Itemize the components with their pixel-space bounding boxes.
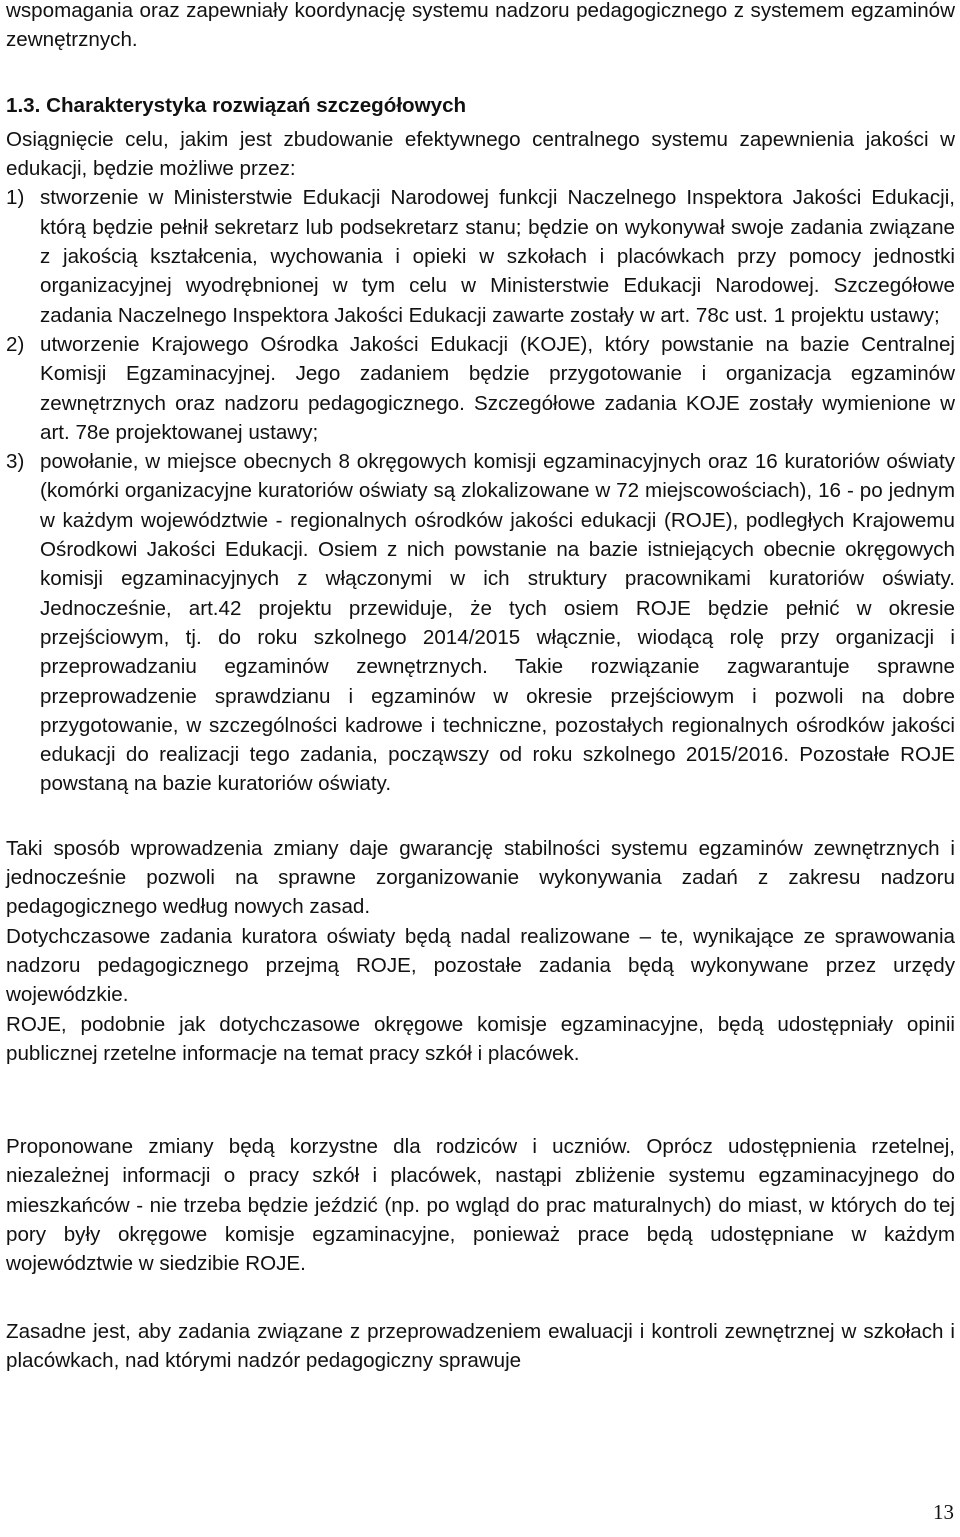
paragraph-benefits: Proponowane zmiany będą korzystne dla rodziców i uczniów. Oprócz udostępnienia rzetelnej, niezależnej informacji o pracy szkół i placówek, nastąpi zbliżenie systemu egzaminacyjnego do mieszkańców - nie trzeba będzie jeździć (np. po wgląd do prac maturalnych) do miast, w których do tej pory były okręgowe komisje egzaminacyjne, ponieważ prace będą udostępniane w każdym województwie w siedzibie ROJE.	[6, 1135, 955, 1276]
list-item	[6, 447, 955, 799]
list-item-text: stworzenie w Ministerstwie Edukacji Narodowej funkcji Naczelnego Inspektora Jakości Edukacji, którą będzie pełnił sekretarz lub podsekretarz stanu; będzie on wykonywał swoje zadania związane z jakością kształcenia, wychowania i opieki w szkołach i placówkach przy pomocy jednostki organizacyjnej wyodrębnionej w tym celu w Ministerstwie Edukacji Narodowej. Szczegółowe zadania Naczelnego Inspektora Jakości Edukacji zawarte zostały w art. 78c ust. 1 projektu ustawy;	[40, 186, 955, 327]
lead-paragraph: Osiągnięcie celu, jakim jest zbudowanie efektywnego centralnego systemu zapewnienia jakości w edukacji, będzie możliwe przez:	[6, 127, 955, 181]
measures-list	[6, 183, 955, 798]
list-item	[6, 330, 955, 447]
document-page	[6, 0, 955, 1375]
list-item-number: 1)	[6, 186, 25, 210]
list-item-text: powołanie, w miejsce obecnych 8 okręgowych komisji egzaminacyjnych oraz 16 kuratoriów oświaty (komórki organizacyjne kuratoriów oświaty są zlokalizowane w 72 miejscowościach), 16 - po jednym w każdym województwie - regionalnych ośrodków jakości edukacji (ROJE), podległych Krajowemu Ośrodkowi Jakości Edukacji. Osiem z nich powstanie na bazie istniejących obecnie okręgowych komisji egzaminacyjnych z włączonymi w ich struktury pracownikami kuratoriów oświaty. Jednocześnie, art.42 projektu przewiduje, że tych osiem ROJE będzie pełnić w okresie przejściowym, tj. do roku szkolnego 2014/2015 włącznie, wiodącą rolę przy organizacji i przeprowadzaniu egzaminów zewnętrznych. Takie rozwiązanie zagwarantuje sprawne przeprowadzenie sprawdzianu i egzaminów w okresie przejściowym i pozwoli na dobre przygotowanie, w szczególności kadrowe i techniczne, pozostałych regionalnych ośrodków jakości edukacji do realizacji tego zadania, począwszy od roku szkolnego 2015/2016. Pozostałe ROJE powstaną na bazie kuratoriów oświaty.	[40, 450, 955, 796]
list-item-text: utworzenie Krajowego Ośrodka Jakości Edukacji (KOJE), który powstanie na bazie Centralnej Komisji Egzaminacyjnej. Jego zadaniem będzie przygotowanie i organizacja egzaminów zewnętrznych oraz nadzoru pedagogicznego. Szczegółowe zadania KOJE zostały wymienione w art. 78e projektowanej ustawy;	[40, 332, 955, 444]
paragraph-roje-info: ROJE, podobnie jak dotychczasowe okręgowe komisje egzaminacyjne, będą udostępniały opinii publicznej rzetelne informacje na temat pracy szkół i placówek.	[6, 1012, 955, 1065]
paragraph-guarantee: Taki sposób wprowadzenia zmiany daje gwarancję stabilności systemu egzaminów zewnętrznych i jednocześnie pozwoli na sprawne zorganizowanie wykonywania zadań z zakresu nadzoru pedagogicznego według nowych zasad.	[6, 836, 955, 919]
list-item-number: 2)	[6, 332, 25, 356]
intro-paragraph: wspomagania oraz zapewniały koordynację systemu nadzoru pedagogicznego z systemem egzaminów zewnętrznych.	[6, 0, 955, 52]
section-heading: 1.3. Charakterystyka rozwiązań szczegółowych	[6, 93, 467, 117]
page-number: 13	[933, 1500, 954, 1524]
list-item-number: 3)	[6, 450, 25, 474]
paragraph-curator-tasks: Dotychczasowe zadania kuratora oświaty będą nadal realizowane – te, wynikające ze sprawowania nadzoru pedagogicznego przejmą ROJE, pozostałe zadania będą wykonywane przez urzędy wojewódzkie.	[6, 924, 955, 1007]
list-item	[6, 183, 955, 329]
paragraph-evaluation: Zasadne jest, aby zadania związane z przeprowadzeniem ewaluacji i kontroli zewnętrznej w szkołach i placówkach, nad którymi nadzór pedagogiczny sprawuje	[6, 1319, 955, 1372]
